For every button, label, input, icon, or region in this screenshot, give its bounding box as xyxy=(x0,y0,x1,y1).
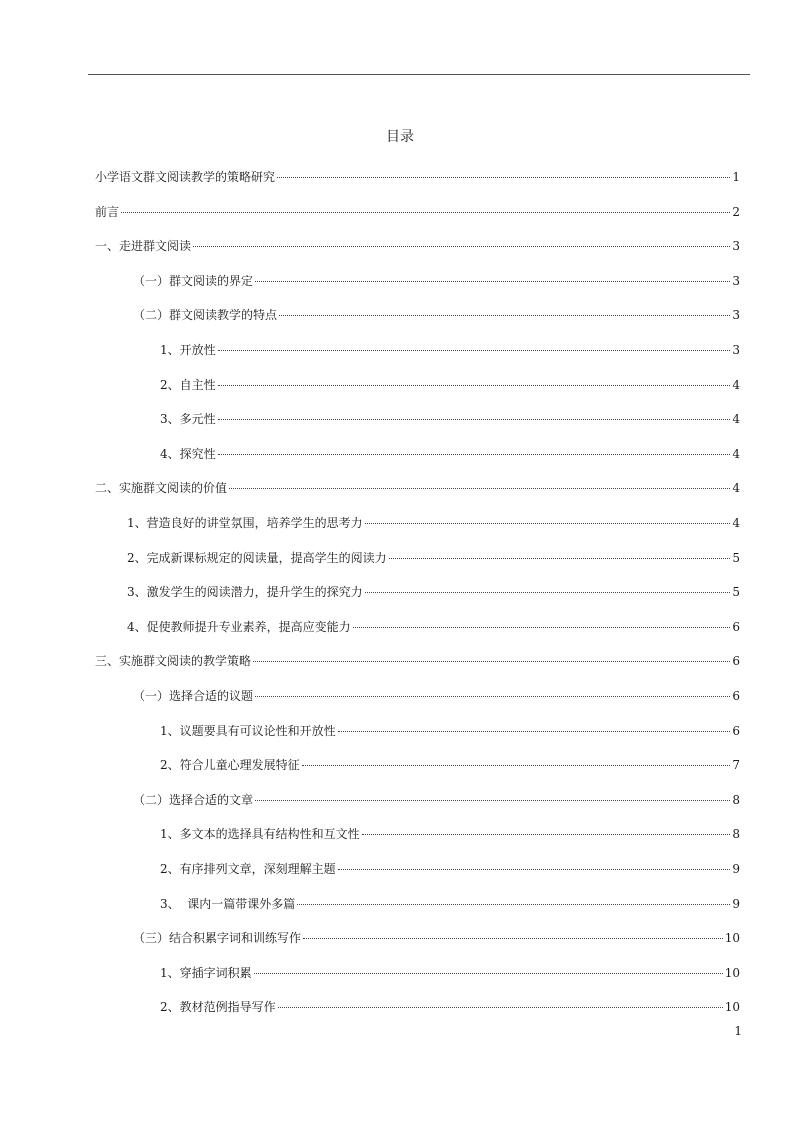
toc-entry-page: 2 xyxy=(732,205,740,219)
toc-entry-page: 4 xyxy=(732,447,740,461)
toc-entry-page: 8 xyxy=(732,793,740,807)
toc-entry-label: 1、多文本的选择具有结构性和互文性 xyxy=(160,827,360,841)
toc-entry[interactable] xyxy=(133,273,740,289)
toc-entry[interactable] xyxy=(127,515,740,531)
toc-entry-page: 9 xyxy=(732,862,740,876)
toc-entry-page: 8 xyxy=(732,827,740,841)
toc-entry[interactable] xyxy=(133,792,740,808)
toc-entry-label: 2、有序排列文章，深刻理解主题 xyxy=(160,862,336,876)
toc-entry[interactable] xyxy=(160,757,740,773)
toc-entry[interactable] xyxy=(160,826,740,842)
toc-entry[interactable] xyxy=(133,688,740,704)
toc-entry[interactable] xyxy=(160,377,740,393)
toc-entry[interactable] xyxy=(160,999,740,1015)
toc-entry-label: 4、促使教师提升专业素养，提高应变能力 xyxy=(127,620,351,634)
toc-entry-label: 3、 课内一篇带课外多篇 xyxy=(160,897,296,911)
toc-entry[interactable] xyxy=(160,861,740,877)
toc-dot-leader xyxy=(254,973,723,974)
toc-entry-label: 4、探究性 xyxy=(160,447,216,461)
toc-entry[interactable] xyxy=(160,411,740,427)
toc-entry-label: 1、营造良好的讲堂氛围，培养学生的思考力 xyxy=(127,516,363,530)
toc-entry-page: 3 xyxy=(732,274,740,288)
toc-entry-page: 7 xyxy=(732,758,740,772)
header-rule xyxy=(88,74,750,75)
toc-dot-leader xyxy=(338,731,731,732)
toc-entry-page: 5 xyxy=(732,585,740,599)
toc-entry-label: 2、自主性 xyxy=(160,378,216,392)
toc-dot-leader xyxy=(255,281,730,282)
toc-dot-leader xyxy=(279,315,730,316)
toc-entry-label: 小学语文群文阅读教学的策略研究 xyxy=(95,170,276,184)
toc-entry[interactable] xyxy=(127,550,740,566)
toc-entry[interactable] xyxy=(127,584,740,600)
toc-entry-page: 6 xyxy=(732,724,740,738)
toc-title: 目录 xyxy=(386,129,414,145)
toc-dot-leader xyxy=(365,523,731,524)
toc-entry[interactable] xyxy=(95,653,740,669)
toc-dot-leader xyxy=(362,834,731,835)
toc-entry[interactable] xyxy=(95,238,740,254)
toc-entry-page: 10 xyxy=(724,966,740,980)
toc-entry-page: 3 xyxy=(732,239,740,253)
toc-entry-label: 1、开放性 xyxy=(160,343,216,357)
page-number: 1 xyxy=(734,1024,742,1038)
toc-dot-leader xyxy=(278,1007,723,1008)
toc-entry[interactable] xyxy=(133,930,740,946)
toc-entry-label: 2、教材范例指导写作 xyxy=(160,1000,276,1014)
toc-entry-page: 10 xyxy=(724,1000,740,1014)
toc-entry-page: 4 xyxy=(732,378,740,392)
toc-dot-leader xyxy=(353,627,731,628)
toc-entry-page: 4 xyxy=(732,481,740,495)
toc-dot-leader xyxy=(218,454,731,455)
toc-entry[interactable] xyxy=(127,619,740,635)
toc-entry-label: 1、穿插字词积累 xyxy=(160,966,252,980)
toc-entry-label: （一）选择合适的议题 xyxy=(133,689,254,703)
toc-dot-leader xyxy=(218,385,731,386)
toc-entry-label: 二、实施群文阅读的价值 xyxy=(95,481,228,495)
toc-dot-leader xyxy=(255,696,730,697)
toc-entry-label: （二）群文阅读教学的特点 xyxy=(133,308,278,322)
toc-entry-label: 3、激发学生的阅读潜力，提升学生的探究力 xyxy=(127,585,363,599)
toc-dot-leader xyxy=(218,350,731,351)
toc-entry[interactable] xyxy=(160,965,740,981)
toc-entry-label: 前言 xyxy=(95,205,120,219)
toc-dot-leader xyxy=(302,765,731,766)
toc-dot-leader xyxy=(303,938,723,939)
toc-entry-label: （二）选择合适的文章 xyxy=(133,793,254,807)
toc-dot-leader xyxy=(193,246,730,247)
toc-entry-page: 4 xyxy=(732,516,740,530)
toc-entry[interactable] xyxy=(95,480,740,496)
toc-entry-page: 3 xyxy=(732,343,740,357)
toc-entry-page: 3 xyxy=(732,308,740,322)
toc-entry-label: 一、走进群文阅读 xyxy=(95,239,192,253)
toc-entry-label: 2、完成新课标规定的阅读量，提高学生的阅读力 xyxy=(127,551,387,565)
toc-dot-leader xyxy=(229,488,730,489)
toc-entry-page: 6 xyxy=(732,689,740,703)
toc-dot-leader xyxy=(121,212,730,213)
toc-entry[interactable] xyxy=(95,169,740,185)
toc-entry[interactable] xyxy=(160,723,740,739)
toc-entry[interactable] xyxy=(133,307,740,323)
toc-dot-leader xyxy=(365,592,731,593)
toc-entry-page: 1 xyxy=(732,170,740,184)
toc-entry[interactable] xyxy=(160,446,740,462)
toc-dot-leader xyxy=(277,177,730,178)
toc-entry-label: 2、符合儿童心理发展特征 xyxy=(160,758,300,772)
toc-dot-leader xyxy=(218,419,731,420)
toc-entry-page: 6 xyxy=(732,654,740,668)
toc-dot-leader xyxy=(297,904,730,905)
toc-entry[interactable] xyxy=(95,204,740,220)
toc-entry-page: 10 xyxy=(724,931,740,945)
toc-dot-leader xyxy=(338,869,731,870)
toc-entry-label: 三、实施群文阅读的教学策略 xyxy=(95,654,252,668)
toc-dot-leader xyxy=(255,800,730,801)
toc-entry-page: 4 xyxy=(732,412,740,426)
toc-entry[interactable] xyxy=(160,342,740,358)
toc-dot-leader xyxy=(389,558,731,559)
toc-entry-page: 9 xyxy=(732,897,740,911)
toc-entry-page: 5 xyxy=(732,551,740,565)
toc-entry-label: 3、多元性 xyxy=(160,412,216,426)
toc-entry[interactable] xyxy=(160,896,740,912)
toc-entry-label: 1、议题要具有可议论性和开放性 xyxy=(160,724,336,738)
toc-entry-label: （一）群文阅读的界定 xyxy=(133,274,254,288)
toc-dot-leader xyxy=(253,661,730,662)
toc-entry-page: 6 xyxy=(732,620,740,634)
toc-entry-label: （三）结合积累字词和训练写作 xyxy=(133,931,302,945)
